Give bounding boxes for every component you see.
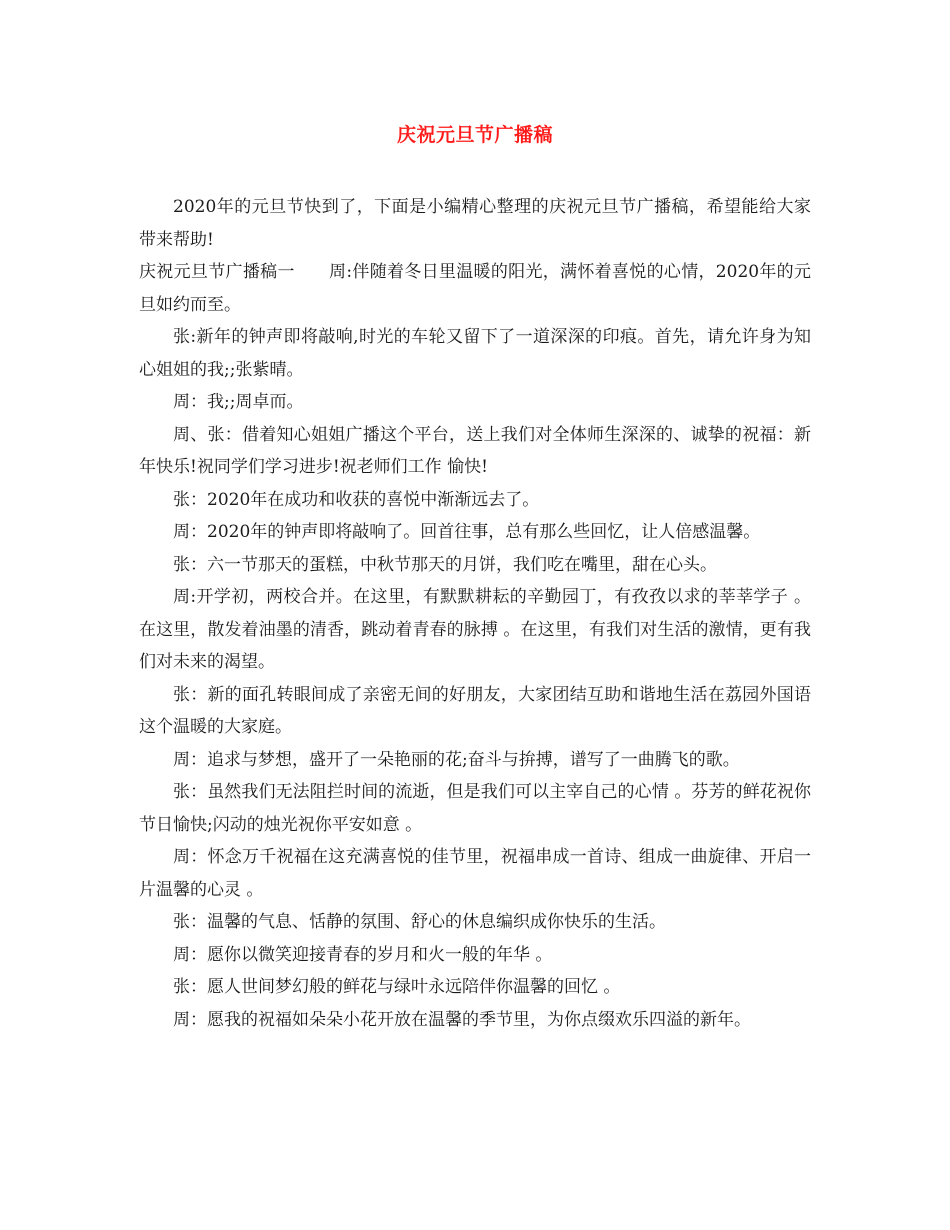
dialogue-paragraph: 张：2020年在成功和收获的喜悦中渐渐远去了。 [173,489,540,510]
intro-paragraph: 2020年的元旦节快到了，下面是小编精心整理的庆祝元旦节广播稿，希望能给大家带来帮助! [139,197,811,250]
dialogue-paragraph: 周：追求与梦想，盛开了一朵艳丽的花;奋斗与拚搏，谱写了一曲腾飞的歌。 [173,749,740,770]
dialogue-paragraph: 周：愿我的祝福如朵朵小花开放在温馨的季节里，为你点缀欢乐四溢的新年。 [173,1009,751,1030]
dialogue-paragraph: 张:新年的钟声即将敲响,时光的车轮又留下了一道深深的印痕。首先，请允许身为知心姐姐的我;;张紫晴。 [139,327,811,380]
dialogue-paragraph: 张：新的面孔转眼间成了亲密无间的好朋友，大家团结互助和谐地生活在荔园外国语这个温暖的大家庭。 [139,684,811,737]
dialogue-paragraph: 周：我;;周卓而。 [173,392,304,412]
first-dialogue-line: 周:伴随着冬日里温暖的阳光，满怀着喜悦的心情，2020年的元旦如约而至。 [139,262,811,315]
document-title: 庆祝元旦节广播稿 [396,124,553,146]
dialogue-paragraph: 张：温馨的气息、恬静的氛围、舒心的休息编织成你快乐的生活。 [173,912,666,932]
dialogue-paragraph: 周：愿你以微笑迎接青春的岁月和火一般的年华 。 [173,944,553,965]
dialogue-paragraph: 张：愿人世间梦幻般的鲜花与绿叶永远陪伴你温馨的回忆 。 [173,977,621,997]
document-body [139,191,811,1036]
dialogue-paragraph: 周：怀念万千祝福在这充满喜悦的佳节里，祝福串成一首诗、组成一曲旋律、开启一片温馨的心灵 。 [139,847,811,900]
dialogue-paragraph: 周:开学初，两校合并。在这里，有默默耕耘的辛勤园丁，有孜孜以求的莘莘学子 。在这里，散发着油墨的清香，跳动着青春的脉搏 。在这里，有我们对生活的激情，更有我们对未来的渴望。 [139,587,811,672]
dialogue-paragraph: 周、张：借着知心姐姐广播这个平台，送上我们对全体师生深深的、诚挚的祝福：新年快乐!祝同学们学习进步!祝老师们工作 愉快! [139,424,811,477]
section-heading: 庆祝元旦节广播稿一 [139,262,295,282]
dialogue-paragraph: 张：六一节那天的蛋糕，中秋节那天的月饼，我们吃在嘴里，甜在心头。 [173,554,717,575]
first-section-paragraph [139,256,811,321]
dialogue-paragraph: 周：2020年的钟声即将敲响了。回首往事，总有那么些回忆，让人倍感温馨。 [173,522,761,542]
dialogue-paragraph: 张：虽然我们无法阻拦时间的流逝，但是我们可以主宰自己的心情 。芬芳的鲜花祝你节日愉快;闪动的烛光祝你平安如意 。 [139,782,811,835]
